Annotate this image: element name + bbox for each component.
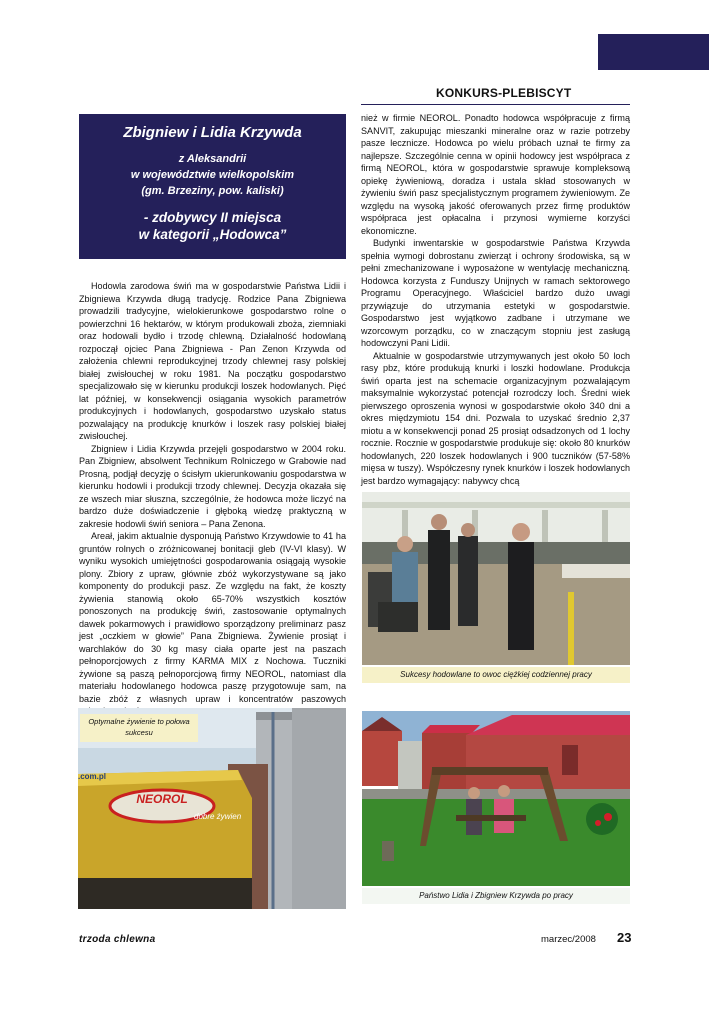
- paragraph: Areał, jakim aktualnie dysponują Państwo Krzywdowie to 41 ha gruntów rolnych o zróżnicowanej bonitacji gleb (IV-VI klasy). W wyniku wysokich umiejętności gospodarowania osiągają wysokie plony. Zbiory z upraw, głównie zbóż wykorzystywane są jako komponenty do produkcji pasz. Ze względu na fakt, że koszty żywienia stanowią około 65-70% wszystkich kosztów ponoszonych na produkcję świń, zastosowanie optymalnych dawek pokarmowych i prawidłowo sporządzony preliminarz pasz jest „oczkiem w głowie” Pana Zbigniewa. Żywienie prosiąt i warchlaków do 30 kg masy ciała oparte jest na paszach pełnoporcjowych z firmy KARMA MIX z Nochowa. Tuczniki żywione są paszą pełnoporcjową firmy NEOROL, natomiast dla materiału hodowlanego hodowca paszę przygotowuje sam, na bazie zbóż z własnych upraw i koncentratów paszowych: [79, 531, 346, 704]
- silo-caption-text: Optymalne żywienie to połowa sukcesu: [88, 717, 190, 737]
- section-title: KONKURS-PLEBISCYT: [436, 86, 572, 100]
- page-number: 23: [617, 930, 632, 945]
- truck-slogan: dobre żywien: [194, 812, 242, 821]
- truck-url: .com.pl: [78, 772, 107, 781]
- article-subtitle: [79, 151, 346, 199]
- article-title-box: [79, 114, 346, 259]
- award-text: [79, 209, 346, 243]
- location-line: z Aleksandrii: [178, 153, 247, 165]
- magazine-logo: trzoda chlewna: [79, 934, 156, 945]
- header-corner-block: [598, 34, 709, 70]
- location-line: (gm. Brzeziny, pow. kaliski): [141, 185, 284, 197]
- award-line: - zdobywcy II miejsca: [143, 210, 282, 225]
- arena-caption: Sukcesy hodowlane to owoc ciężkiej codziennej pracy: [362, 667, 630, 683]
- article-column-left: [79, 280, 346, 718]
- paragraph: Aktualnie w gospodarstwie utrzymywanych jest około 50 loch rasy pbz, które produkują knurki i loszki hodowlane. Produkcja świń oparta jest na schemacie organizacyjnym pozwalającym maksymalnie wykorzystać potencjał rozrodczy loch. Średni wiek pierwszego oproszenia wynosi w gospodarstwie około 340 dni a okres międzymiotu 154 dni. Pozwala to uzyskać średnio 2,37 miotu a w konsekwencji ponad 25 prosiąt odsadzonych od 1 lochy rocznie. Rocznie w gospodarstwie produkuje się: około 80 knurków hodowlanych, 220 loszek hodowlanych i 900 tuczników (57-58% mięsa w tuszy). Współczesny rynek knurków i loszek hodowlanych jest bardzo wymagający: nabywcy chcą: [361, 350, 630, 486]
- paragraph: Hodowla zarodowa świń ma w gospodarstwie Państwa Lidii i Zbigniewa Krzywda długą tradycję. Rodzice Pana Zbigniewa prowadzili tradycyjne, wielokierunkowe gospodarstwo rolne o powierzchni 16 hektarów, w którym produkowali zboża, ziemniaki oraz hodowali bydło i trzodę chlewną. Działalność hodowlaną rozpoczął ojciec Pana Zbigniewa - Pan Zenon Krzywda od założenia chlewni reprodukcyjnej trzody chlewnej rasy polskiej białej zwisłouchej w roku 1981. Na początku gospodarstwo specjalizowało się w kierunku produkcji loszek hodowlanych. Pięć lat później, w konsekwencji osiągania wysokich parametrów produkcyjnych i hodowlanych, gospodarstwo uzyskało status pozwalający na produkcję knurków i loszek rasy polskiej białej zwisłouchej.: [79, 281, 346, 441]
- farm-photo: [362, 711, 630, 886]
- paragraph: Budynki inwentarskie w gospodarstwie Państwa Krzywda spełnia wymogi dobrostanu zwierząt i ochrony środowiska, są w pełni zmechanizowane i wyposażone w wentylację mechaniczną. Hodowca korzysta z Funduszy Unijnych w ramach sektorowego Programu Operacyjnego. Właściciel bardzo dużo uwagi przywiązuje do utrzymania estetyki w gospodarstwie. Gospodarstwo jest wyjątkowo zadbane i utrzymane we wzorcowym porządku, co w znaczącym stopniu jest zasługą hodowczyni Pani Lidii.: [361, 238, 630, 348]
- paragraph: Zbigniew i Lidia Krzywda przejęli gospodarstwo w 2004 roku. Pan Zbigniew, absolwent Technikum Rolniczego w Grabowie nad Prosną, podjął decyzję o ścisłym ukierunkowaniu gospodarstwa w kierunku hodowli i produkcji trzody chlewnej. Decyzja okazała się ze wszech miar słuszna, szczególnie, że hodowca może liczyć na bardzo duże doświadczenie i głęboką wiedzę praktyczną w zakresie hodowli świń seniora – Pana Zenona.: [79, 443, 346, 529]
- arena-photo: [362, 492, 630, 665]
- article-title: Zbigniew i Lidia Krzywda: [123, 124, 302, 141]
- farm-caption: Państwo Lidia i Zbigniew Krzywda po pracy: [362, 888, 630, 904]
- award-line: w kategorii „Hodowca”: [138, 227, 287, 242]
- section-rule: [361, 104, 630, 105]
- silo-caption: [80, 714, 198, 742]
- article-column-right: [361, 112, 630, 487]
- issue-date: marzec/2008: [541, 934, 596, 945]
- location-line: w województwie wielkopolskim: [130, 169, 295, 181]
- paragraph: nież w firmie NEOROL. Ponadto hodowca współpracuje z firmą SANVIT, zakupując mieszanki mineralne oraz w razie potrzeby pasze lecznicze. Hodowca po wielu próbach uznał te firmy za najlepsze. Szczególnie cenna w opinii hodowcy jest współpraca z firmą NEOROL, która w gospodarstwie sprawuje kompleksową opiekę żywieniową, doradza i ustala skład stosowanych w żywieniu świń pasz specjalistycznym programem żywieniowym. Ze względu na wysoką jakość oferowanych przez firmę produktów współpraca jest opłacalna i przynosi wymierne korzyści ekonomiczne.: [361, 113, 630, 236]
- truck-logo-text: NEOROL: [136, 792, 188, 806]
